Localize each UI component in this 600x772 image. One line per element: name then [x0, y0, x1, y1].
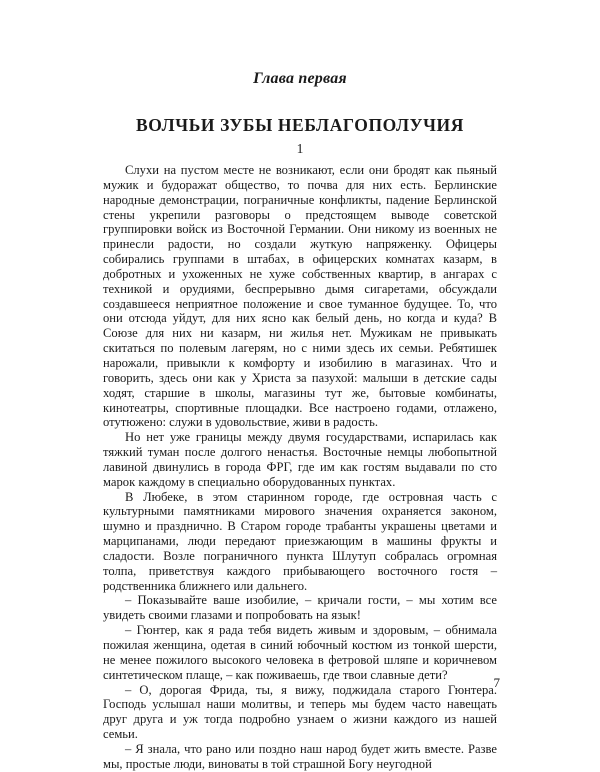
paragraph: Слухи на пустом месте не возникают, если они бродят как пьяный мужик и будоражат общество, то почва для них есть. Берлинские народные демонстрации, пограничные конфликты, падение Берлинской стены укрепили разговоры о предстоящем выводе советской группировки войск из Восточной Германии. Они никому из военных не принесли радости, но создали жуткую напряженку. Офицеры собирались группами в штабах, в офицерских комнатах казарм, в добротных и ухоженных не хуже собственных квартир, в ангарах с техникой и орудиями, беспрерывно дымя сигаретами, обсуждали создавшееся неприятное положение и свое туманное будущее. То, что они отсюда уйдут, для них ясно как белый день, но когда и куда? В Союзе для них ни казарм, ни жилья нет. Мужикам не привыкать скитаться по полевым лагерям, но с ними здесь их семьи. Ребятишек нарожали, привыкли к комфорту и изобилию в магазинах. Что и говорить, здесь они как у Христа за пазухой: малыши в детские сады ходят, старшие в школы, магазины тут же, бытовые комбинаты, кинотеатры, спортивные площадки. Все настроено годами, отлажено, отутюжено: служи в удовольствие, живи в радость. — [103, 163, 497, 430]
chapter-label: Глава первая — [253, 70, 347, 87]
paragraph: – О, дорогая Фрида, ты, я вижу, поджидала старого Гюнтера. Господь услышал наши молитвы, и теперь мы будем часто навещать друг друга и уж тогда подробно узнаем о жизни каждого из нашей семьи. — [103, 682, 497, 742]
section-number: 1 — [296, 141, 304, 156]
chapter-title: ВОЛЧЬИ ЗУБЫ НЕБЛАГОПОЛУЧИЯ — [136, 115, 464, 135]
paragraph: – Я знала, что рано или поздно наш народ будет жить вместе. Разве мы, простые люди, виноваты в той страшной Богу неугодной — [103, 741, 497, 771]
body-text — [103, 163, 497, 772]
paragraph: – Гюнтер, как я рада тебя видеть живым и здоровым, – обнимала пожилая женщина, одетая в синий юбочный костюм из тонкой шерсти, не менее пожилого высокого человека в фетровой шляпе и коричневом синтетическом плаще, – как поживаешь, где твои славные дети? — [103, 623, 497, 682]
paragraph: – Показывайте ваше изобилие, – кричали гости, – мы хотим все увидеть своими глазами и попробовать на язык! — [103, 593, 497, 623]
paragraph: В Любеке, в этом старинном городе, где островная часть с культурными памятниками мирового значения охраняется законом, шумно и празднично. В Старом городе трабанты украшены цветами и марципанами, люди передают приезжающим в машины фрукты и сладости. Возле пограничного пункта Шлутуп собралась огромная толпа, приветствуя каждого прибывающего восточного гостя – родственника ближнего или дальнего. — [103, 489, 497, 593]
page-number: 7 — [493, 675, 500, 690]
paragraph: Но нет уже границы между двумя государствами, испарилась как тяжкий туман после долгого ненастья. Восточные немцы любопытной лавиной двинулись в города ФРГ, где им как гостям выдавали по сто марок каждому в специально оборудованных пунктах. — [103, 430, 497, 489]
